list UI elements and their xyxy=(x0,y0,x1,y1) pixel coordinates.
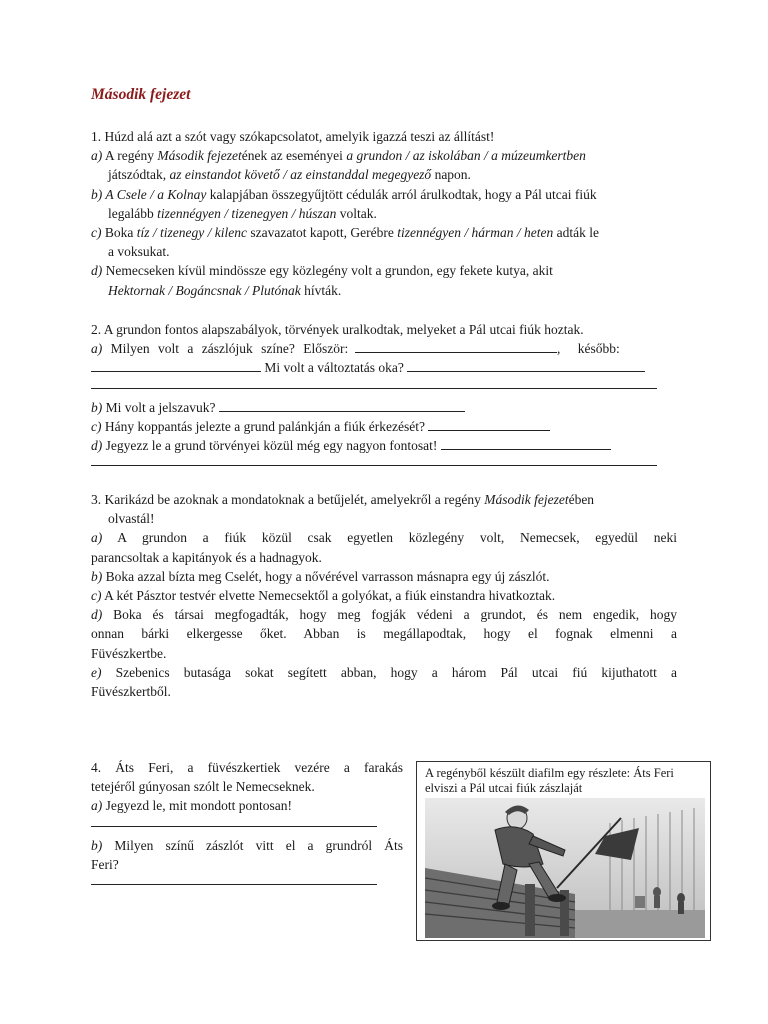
answer-options[interactable]: A Csele / a Kolnay xyxy=(102,186,207,202)
answer-options[interactable]: tizennégyen / hárman / heten xyxy=(397,225,554,241)
question-2 xyxy=(91,320,677,475)
item-label[interactable]: d) xyxy=(91,607,103,623)
item-text: ében xyxy=(568,492,595,507)
question-2-item-d xyxy=(91,436,677,455)
item-text: , később: xyxy=(556,341,620,357)
answer-line[interactable] xyxy=(91,378,657,389)
item-text: adták le xyxy=(553,225,599,241)
question-1-item-d xyxy=(91,261,677,280)
item-label: d) xyxy=(91,263,103,279)
question-1 xyxy=(91,127,677,300)
item-text: voltak. xyxy=(336,205,377,221)
item-text: legalább xyxy=(108,205,158,221)
question-1-item-d-cont xyxy=(91,281,677,300)
item-text: Milyen színű zászlót vitt el a grundról Áts xyxy=(102,837,403,853)
answer-options[interactable]: Hektornak / Bogáncsnak / Plutónak xyxy=(108,282,301,298)
item-text: A regény xyxy=(102,148,158,164)
figure-caption: A regényből készült diafilm egy részlete: Áts Feri elviszi a Pál utcai fiúk zászlaját xyxy=(425,766,674,795)
answer-line[interactable] xyxy=(91,874,377,885)
item-label[interactable]: a) xyxy=(91,530,103,546)
item-label: b) xyxy=(91,837,103,853)
answer-blank-password[interactable] xyxy=(219,399,465,412)
item-text: Boka xyxy=(101,225,137,241)
item-text: A grundon a fiúk közül csak egyetlen közlegény volt, Nemecsek, egyedül neki xyxy=(102,530,677,546)
question-2-item-a-cont xyxy=(91,358,677,377)
question-3-prompt xyxy=(91,490,677,509)
question-4-item-b xyxy=(91,836,403,855)
answer-options[interactable]: tíz / tizenegy / kilenc xyxy=(136,225,247,241)
item-label[interactable]: b) xyxy=(91,568,103,584)
item-text: Szebenics butasága sokat segített abban, hogy a három Pál utcai fiú kijuthatott a xyxy=(101,664,677,680)
answer-line[interactable] xyxy=(91,455,657,466)
item-text: Hány koppantás jelezte a grund palánkján a fiúk érkezését? xyxy=(101,418,425,434)
item-label: c) xyxy=(91,225,102,241)
item-text: Mi volt a változtatás oka? xyxy=(261,360,404,376)
item-text: Jegyezz le a grund törvényei közül még egy nagyon fontosat! xyxy=(102,438,438,454)
question-3-item-d-cont2: Füvészkertbe. xyxy=(91,645,167,661)
item-text: szavazatot kapott, Gerébre xyxy=(246,225,398,241)
question-3-item-d-cont: onnan bárki elkergesse őket. Abban is megállapodtak, hogy el fognak elmenni a xyxy=(91,626,677,642)
item-text: Boka és társai megfogadták, hogy meg fogják védeni a grundot, és nem engedik, hogy xyxy=(102,607,677,623)
question-1-prompt: 1. Húzd alá azt a szót vagy szókapcsolatot, amelyik igazzá teszi az állítást! xyxy=(91,129,495,144)
question-1-item-c xyxy=(91,223,677,242)
item-label[interactable]: e) xyxy=(91,664,102,680)
answer-blank-first-color[interactable] xyxy=(355,340,557,353)
answer-blank-rule[interactable] xyxy=(441,437,611,450)
question-3-prompt-cont: olvastál! xyxy=(108,511,155,527)
question-4-item-a xyxy=(91,796,403,815)
answer-blank-later-color[interactable] xyxy=(91,359,261,372)
item-label: a) xyxy=(91,341,103,357)
question-3 xyxy=(91,490,677,701)
question-2-item-a xyxy=(91,339,677,358)
question-1-item-b-cont xyxy=(91,204,677,223)
diafilm-figure xyxy=(416,761,711,941)
item-text: 3. Karikázd be azoknak a mondatoknak a betűjelét, amelyekről a regény xyxy=(91,492,485,507)
question-1-item-c-cont: a voksukat. xyxy=(108,244,170,260)
item-label: b) xyxy=(91,399,103,415)
diafilm-illustration-icon xyxy=(425,798,705,938)
item-label: a) xyxy=(91,148,103,164)
question-4-item-b-cont: Feri? xyxy=(91,856,119,872)
question-4-prompt: 4. Áts Feri, a füvészkertiek vezére a farakás xyxy=(91,760,403,775)
answer-options[interactable]: a grundon / az iskolában / a múzeumkertben xyxy=(346,148,586,164)
question-2-item-c xyxy=(91,417,677,436)
question-3-item-b[interactable] xyxy=(91,567,677,586)
item-text: játszódtak, xyxy=(108,167,170,183)
answer-blank-reason[interactable] xyxy=(407,359,645,372)
item-label: d) xyxy=(91,438,103,454)
question-3-item-d[interactable] xyxy=(91,605,677,624)
question-3-item-e[interactable] xyxy=(91,663,677,682)
question-3-item-e-cont: Füvészkertből. xyxy=(91,684,171,700)
answer-line[interactable] xyxy=(91,816,377,827)
question-2-prompt: 2. A grundon fontos alapszabályok, törvények uralkodtak, melyeket a Pál utcai fiúk hoztak. xyxy=(91,322,584,337)
question-2-item-b xyxy=(91,398,677,417)
item-text: Második fejezet xyxy=(484,492,569,507)
item-label: c) xyxy=(91,418,102,434)
item-text: Milyen volt a zászlójuk színe? Először: xyxy=(102,341,349,357)
question-1-item-a xyxy=(91,146,677,165)
page-title: Második fejezet xyxy=(91,86,191,103)
item-text: Nemecseken kívül mindössze egy közlegény volt a grundon, egy fekete kutya, akit xyxy=(102,263,553,279)
item-text: Boka azzal bízta meg Cselét, hogy a nővérével varrasson másnapra egy új zászlót. xyxy=(102,568,550,584)
item-label: a) xyxy=(91,798,103,814)
item-text: ének az eseményei xyxy=(241,148,347,164)
item-text: Mi volt a jelszavuk? xyxy=(102,399,216,415)
item-text: A két Pásztor testvér elvette Nemecsektől a golyókat, a fiúk einstandra hivatkoztak. xyxy=(101,588,556,604)
item-text: hívták. xyxy=(300,282,342,298)
answer-options[interactable]: az einstandot követő / az einstanddal megegyező xyxy=(169,167,432,183)
question-4-prompt-cont: tetejéről gúnyosan szólt le Nemecseknek. xyxy=(91,779,315,795)
item-text: kalapjában összegyűjtött cédulák arról árulkodtak, hogy a Pál utcai fiúk xyxy=(206,186,597,202)
item-text: Jegyezd le, mit mondott pontosan! xyxy=(102,798,292,814)
item-text: napon. xyxy=(431,167,471,183)
answer-options[interactable]: tizennégyen / tizenegyen / húszan xyxy=(157,205,337,221)
item-label: b) xyxy=(91,186,103,202)
item-label[interactable]: c) xyxy=(91,588,102,604)
answer-blank-knocks[interactable] xyxy=(428,418,550,431)
item-text: Második fejezet xyxy=(157,148,242,164)
question-1-item-b xyxy=(91,185,677,204)
question-1-item-a-cont xyxy=(91,165,677,184)
question-3-item-a-cont: parancsoltak a kapitányok és a hadnagyok. xyxy=(91,549,322,565)
question-3-item-a[interactable] xyxy=(91,528,677,547)
question-4 xyxy=(91,758,403,894)
question-3-item-c[interactable] xyxy=(91,586,677,605)
